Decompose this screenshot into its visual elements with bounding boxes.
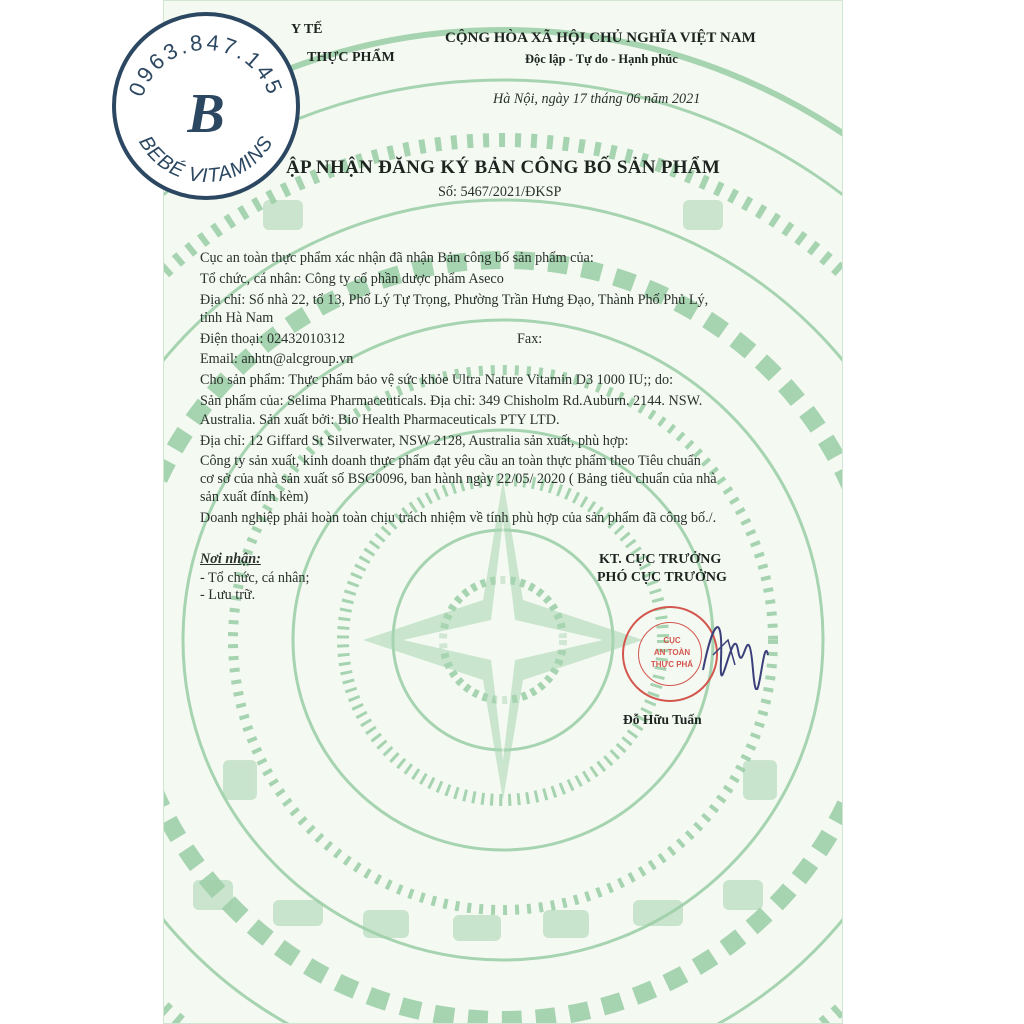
logo-brand: BEBÉ VITAMINS <box>134 132 278 188</box>
body-line: Công ty sản xuất, kinh doanh thực phẩm đạt yêu cầu an toàn thực phẩm theo Tiêu chuẩn <box>200 453 701 469</box>
phone-line: Điện thoại: 02432010312 <box>200 331 346 347</box>
body-line: Cho sản phẩm: Thực phẩm bảo vệ sức khỏe Ultra Nature Vitamin D3 1000 IU;; do: <box>200 372 674 388</box>
body-line: Địa chỉ: 12 Giffard St Silverwater, NSW 2128, Australia sản xuất, phù hợp: <box>200 433 629 449</box>
document-number: Số: 5467/2021/ĐKSP <box>438 184 562 200</box>
issue-date: Hà Nội, ngày 17 tháng 06 năm 2021 <box>493 91 701 107</box>
body-line: Cục an toàn thực phẩm xác nhận đã nhận Bản công bố sản phẩm của: <box>200 250 594 266</box>
body-line: Australia. Sản xuất bởi: Bio Health Pharmaceuticals PTY LTD. <box>200 412 560 428</box>
body-line: sản xuất đính kèm) <box>200 489 309 505</box>
ministry-name: Y TẾ <box>291 22 323 37</box>
body-line: tỉnh Hà Nam <box>200 310 274 326</box>
document-title: ẬP NHẬN ĐĂNG KÝ BẢN CÔNG BỐ SẢN PHẨM <box>286 157 721 178</box>
department-name: THỰC PHẨM <box>307 50 395 65</box>
recipient-item: - Tổ chức, cá nhân; <box>200 570 310 586</box>
bebe-vitamins-logo <box>112 12 300 200</box>
signer-position: PHÓ CỤC TRƯỞNG <box>597 570 727 585</box>
signer-title: KT. CỤC TRƯỞNG <box>599 552 722 567</box>
logo-phone: 0963.847.145 <box>123 29 289 100</box>
recipients-heading: Nơi nhận: <box>200 551 261 567</box>
country-name: CỘNG HÒA XÃ HỘI CHỦ NGHĨA VIỆT NAM <box>445 30 756 46</box>
logo-letter: B <box>187 83 225 145</box>
recipient-item: - Lưu trữ. <box>200 587 256 603</box>
body-line: cơ sở của nhà sản xuất số BSG0096, ban hành ngày 22/05/ 2020 ( Bảng tiêu chuẩn của nhà <box>200 471 717 487</box>
email-line: Email: anhtn@alcgroup.vn <box>200 351 354 367</box>
signature-scribble <box>693 600 773 690</box>
body-line: Sản phẩm của: Selima Pharmaceuticals. Địa chỉ: 349 Chisholm Rd.Auburn. 2144. NSW. <box>200 393 703 409</box>
fax-line: Fax: <box>517 331 543 347</box>
body-line: Địa chỉ: Số nhà 22, tổ 13, Phố Lý Tự Trọng, Phường Trần Hưng Đạo, Thành Phố Phủ Lý, <box>200 292 709 308</box>
body-line: Doanh nghiệp phải hoàn toàn chịu trách nhiệm về tính phù hợp của sản phẩm đã công bố./. <box>200 510 717 526</box>
official-stamp: CỤC AN TOÀN THỰC PHẨ <box>622 606 718 702</box>
national-motto: Độc lập - Tự do - Hạnh phúc <box>525 52 678 66</box>
signer-name: Đỗ Hữu Tuấn <box>623 712 702 727</box>
body-line: Tổ chức, cá nhân: Công ty cổ phần dược phẩm Aseco <box>200 271 504 287</box>
